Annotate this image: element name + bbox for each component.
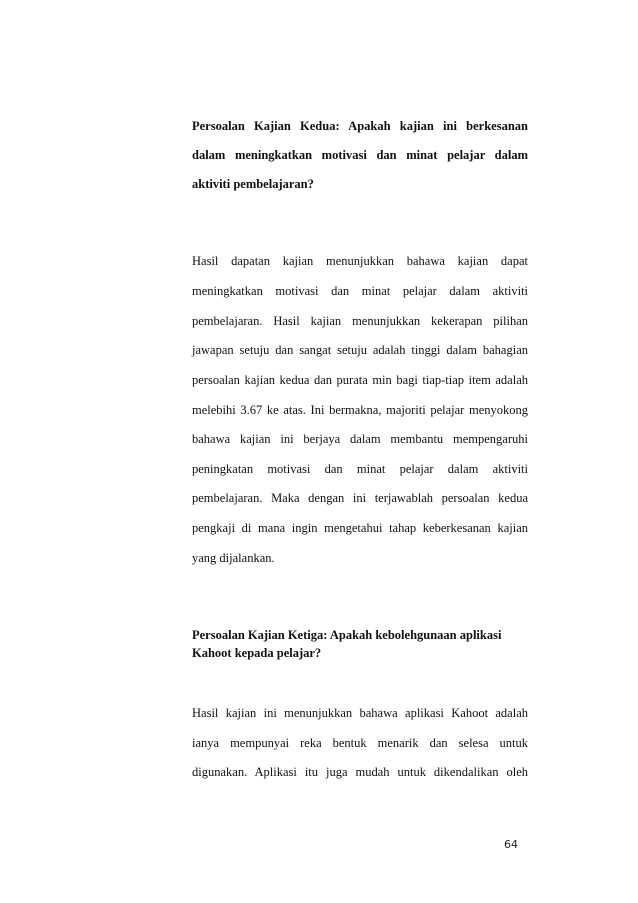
section-two-body-line-6: melebihi 3.67 ke atas. Ini bermakna, majoriti pelajar menyokong — [192, 403, 528, 417]
section-three-body-line-1: Hasil kajian ini menunjukkan bahawa aplikasi Kahoot adalah — [192, 706, 528, 720]
page-number: 64 — [504, 838, 518, 851]
section-two-body-line-1: Hasil dapatan kajian menunjukkan bahawa kajian dapat — [192, 254, 528, 268]
section-two-body-line-7: bahawa kajian ini berjaya dalam membantu mempengaruhi — [192, 432, 528, 446]
section-two-body-line-3: pembelajaran. Hasil kajian menunjukkan kekerapan pilihan — [192, 314, 528, 328]
section-two-heading-line-2: dalam meningkatkan motivasi dan minat pelajar dalam — [192, 148, 528, 162]
section-two-body-line-11: yang dijalankan. — [192, 551, 275, 565]
section-two-body-line-9: pembelajaran. Maka dengan ini terjawablah persoalan kedua — [192, 491, 528, 505]
section-two-body-line-2: meningkatkan motivasi dan minat pelajar dalam aktiviti — [192, 284, 528, 298]
section-two-body-line-5: persoalan kajian kedua dan purata min bagi tiap-tiap item adalah — [192, 373, 528, 387]
section-two-body-line-8: peningkatan motivasi dan minat pelajar dalam aktiviti — [192, 462, 528, 476]
section-three-body-line-3: digunakan. Aplikasi itu juga mudah untuk dikendalikan oleh — [192, 765, 528, 779]
section-two-heading-line-1: Persoalan Kajian Kedua: Apakah kajian ini berkesanan — [192, 119, 528, 133]
section-two-body-line-10: pengkaji di mana ingin mengetahui tahap keberkesanan kajian — [192, 521, 528, 535]
section-three-heading-line-2: Kahoot kepada pelajar? — [192, 646, 322, 660]
section-three-heading-line-1: Persoalan Kajian Ketiga: Apakah kebolehgunaan aplikasi — [192, 628, 502, 642]
section-two-heading-line-3: aktiviti pembelajaran? — [192, 177, 314, 191]
section-two-body-line-4: jawapan setuju dan sangat setuju adalah tinggi dalam bahagian — [192, 343, 528, 357]
section-three-body-line-2: ianya mempunyai reka bentuk menarik dan selesa untuk — [192, 736, 528, 750]
